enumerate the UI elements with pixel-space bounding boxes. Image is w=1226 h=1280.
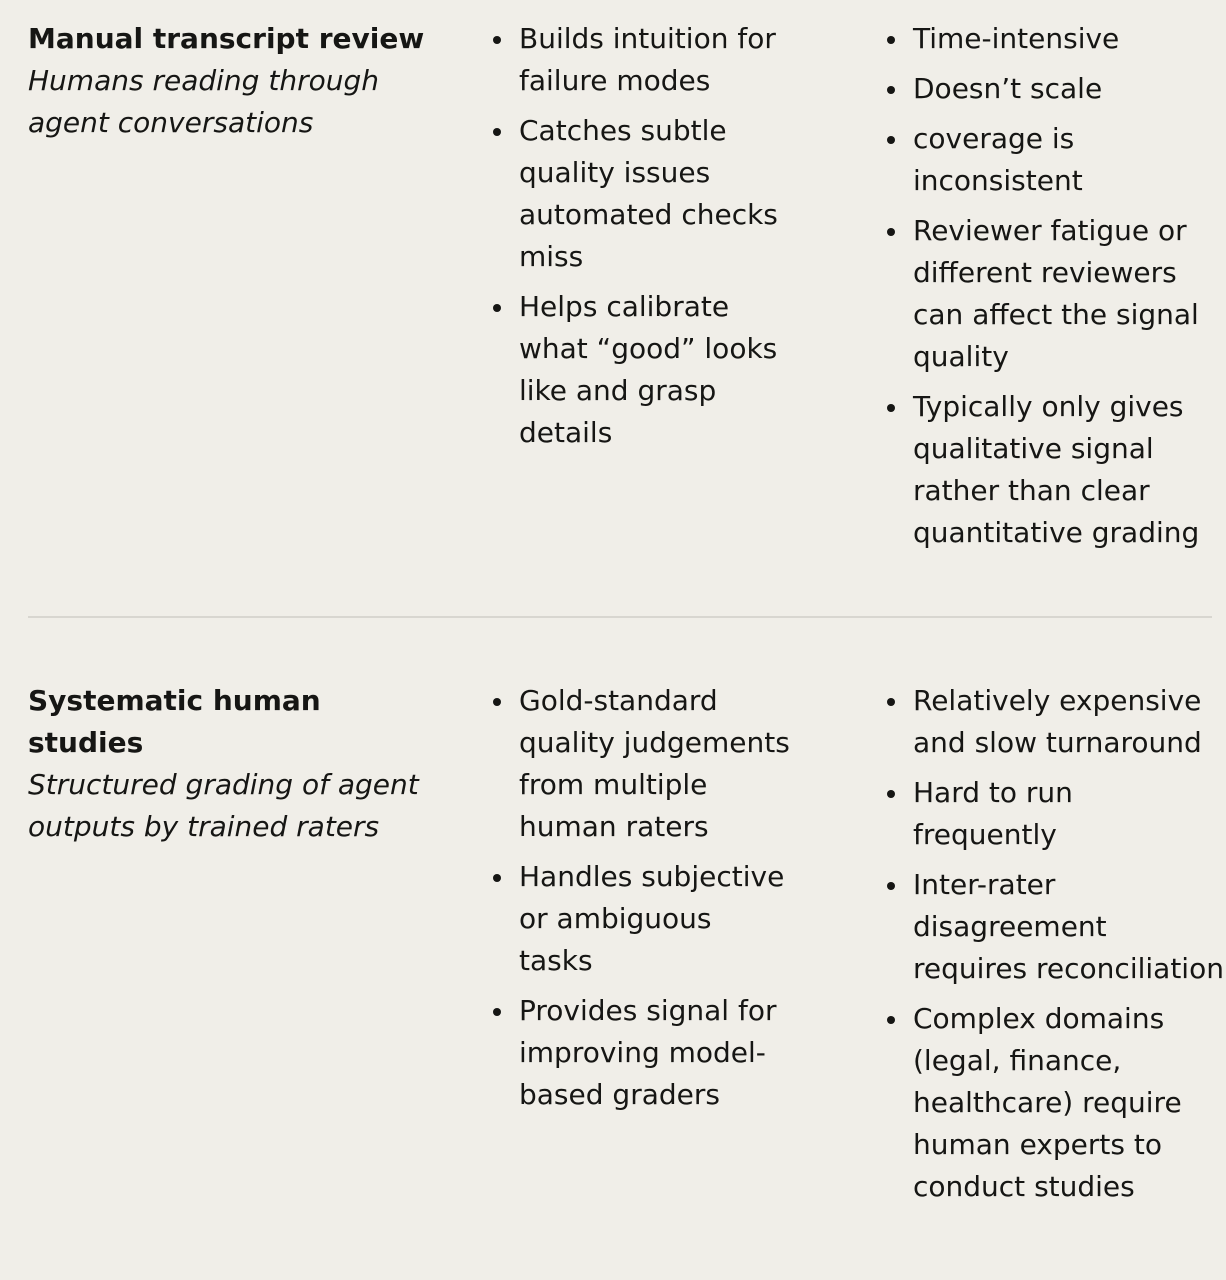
list-item: Hard to run frequently xyxy=(884,772,1224,856)
list-item: Time-intensive xyxy=(884,18,1224,60)
list-item: Gold-standard quality judgements from multiple human raters xyxy=(490,680,790,848)
list-item: Builds intuition for failure modes xyxy=(490,18,790,102)
method-name: Manual transcript review xyxy=(28,22,425,55)
list-item: Reviewer fatigue or different reviewers can affect the signal quality xyxy=(884,210,1224,378)
cons-list xyxy=(884,680,1224,1216)
pros-list xyxy=(490,18,790,462)
method-cell xyxy=(28,680,428,848)
method-description: Humans reading through agent conversations xyxy=(28,64,379,139)
list-item: Helps calibrate what “good” looks like and grasp details xyxy=(490,286,790,454)
method-description: Structured grading of agent outputs by trained raters xyxy=(28,768,419,843)
list-item: coverage is inconsistent xyxy=(884,118,1224,202)
list-item: Inter-rater disagreement requires reconciliation xyxy=(884,864,1224,990)
row-divider xyxy=(28,616,1212,618)
cons-list xyxy=(884,18,1224,562)
pros-list xyxy=(490,680,790,1124)
list-item: Catches subtle quality issues automated checks miss xyxy=(490,110,790,278)
list-item: Handles subjective or ambiguous tasks xyxy=(490,856,790,982)
method-cell xyxy=(28,18,428,144)
list-item: Typically only gives qualitative signal rather than clear quantitative grading xyxy=(884,386,1224,554)
list-item: Complex domains (legal, finance, healthcare) require human experts to conduct studies xyxy=(884,998,1224,1208)
list-item: Doesn’t scale xyxy=(884,68,1224,110)
list-item: Provides signal for improving model-based graders xyxy=(490,990,790,1116)
method-name: Systematic human studies xyxy=(28,684,321,759)
list-item: Relatively expensive and slow turnaround xyxy=(884,680,1224,764)
